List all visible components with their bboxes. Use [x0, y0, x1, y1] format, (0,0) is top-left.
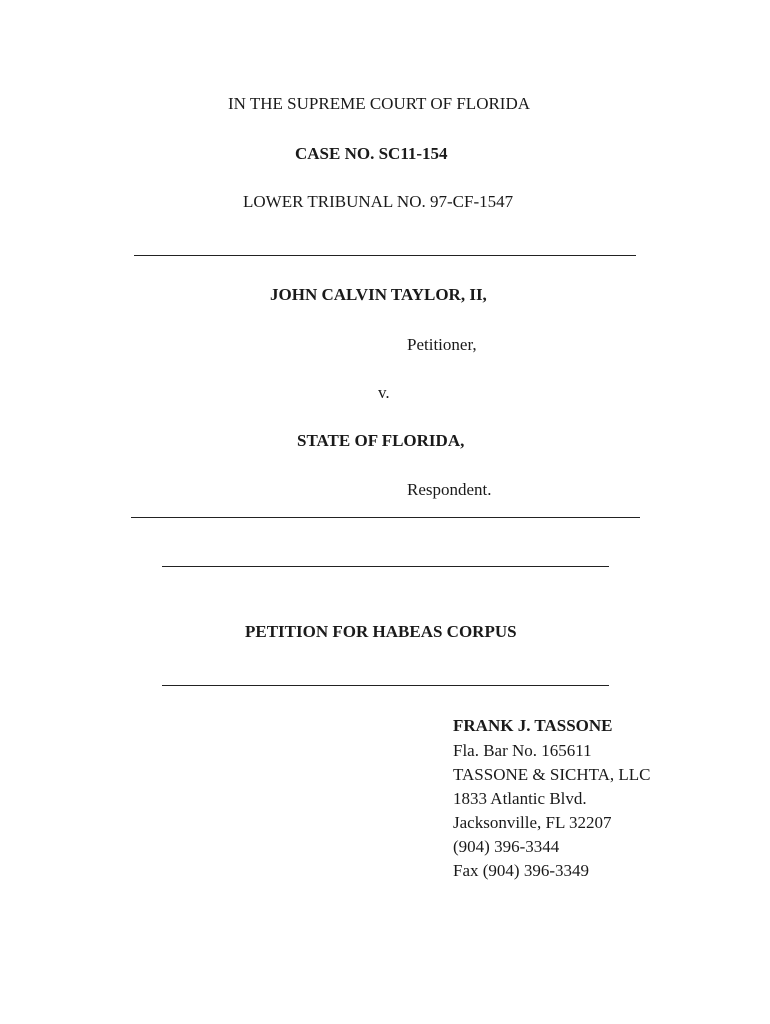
- respondent-name: STATE OF FLORIDA,: [297, 431, 465, 450]
- petitioner-role: Petitioner,: [407, 335, 477, 354]
- court-name: IN THE SUPREME COURT OF FLORIDA: [228, 94, 531, 113]
- divider-title-bottom: [162, 685, 609, 686]
- counsel-fax: Fax (904) 396-3349: [453, 861, 589, 880]
- counsel-name: FRANK J. TASSONE: [453, 716, 613, 735]
- divider-parties: [131, 517, 640, 518]
- divider-top: [134, 255, 636, 256]
- counsel-street: 1833 Atlantic Blvd.: [453, 789, 587, 808]
- case-number: CASE NO. SC11-154: [295, 144, 448, 163]
- document-title: PETITION FOR HABEAS CORPUS: [245, 622, 517, 641]
- counsel-bar-number: Fla. Bar No. 165611: [453, 741, 592, 760]
- petitioner-name: JOHN CALVIN TAYLOR, II,: [270, 285, 487, 304]
- divider-title-top: [162, 566, 609, 567]
- counsel-city: Jacksonville, FL 32207: [453, 813, 612, 832]
- lower-tribunal-number: LOWER TRIBUNAL NO. 97-CF-1547: [243, 192, 514, 211]
- versus-label: v.: [378, 383, 390, 402]
- respondent-role: Respondent.: [407, 480, 492, 499]
- counsel-phone: (904) 396-3344: [453, 837, 560, 856]
- counsel-firm: TASSONE & SICHTA, LLC: [453, 765, 651, 784]
